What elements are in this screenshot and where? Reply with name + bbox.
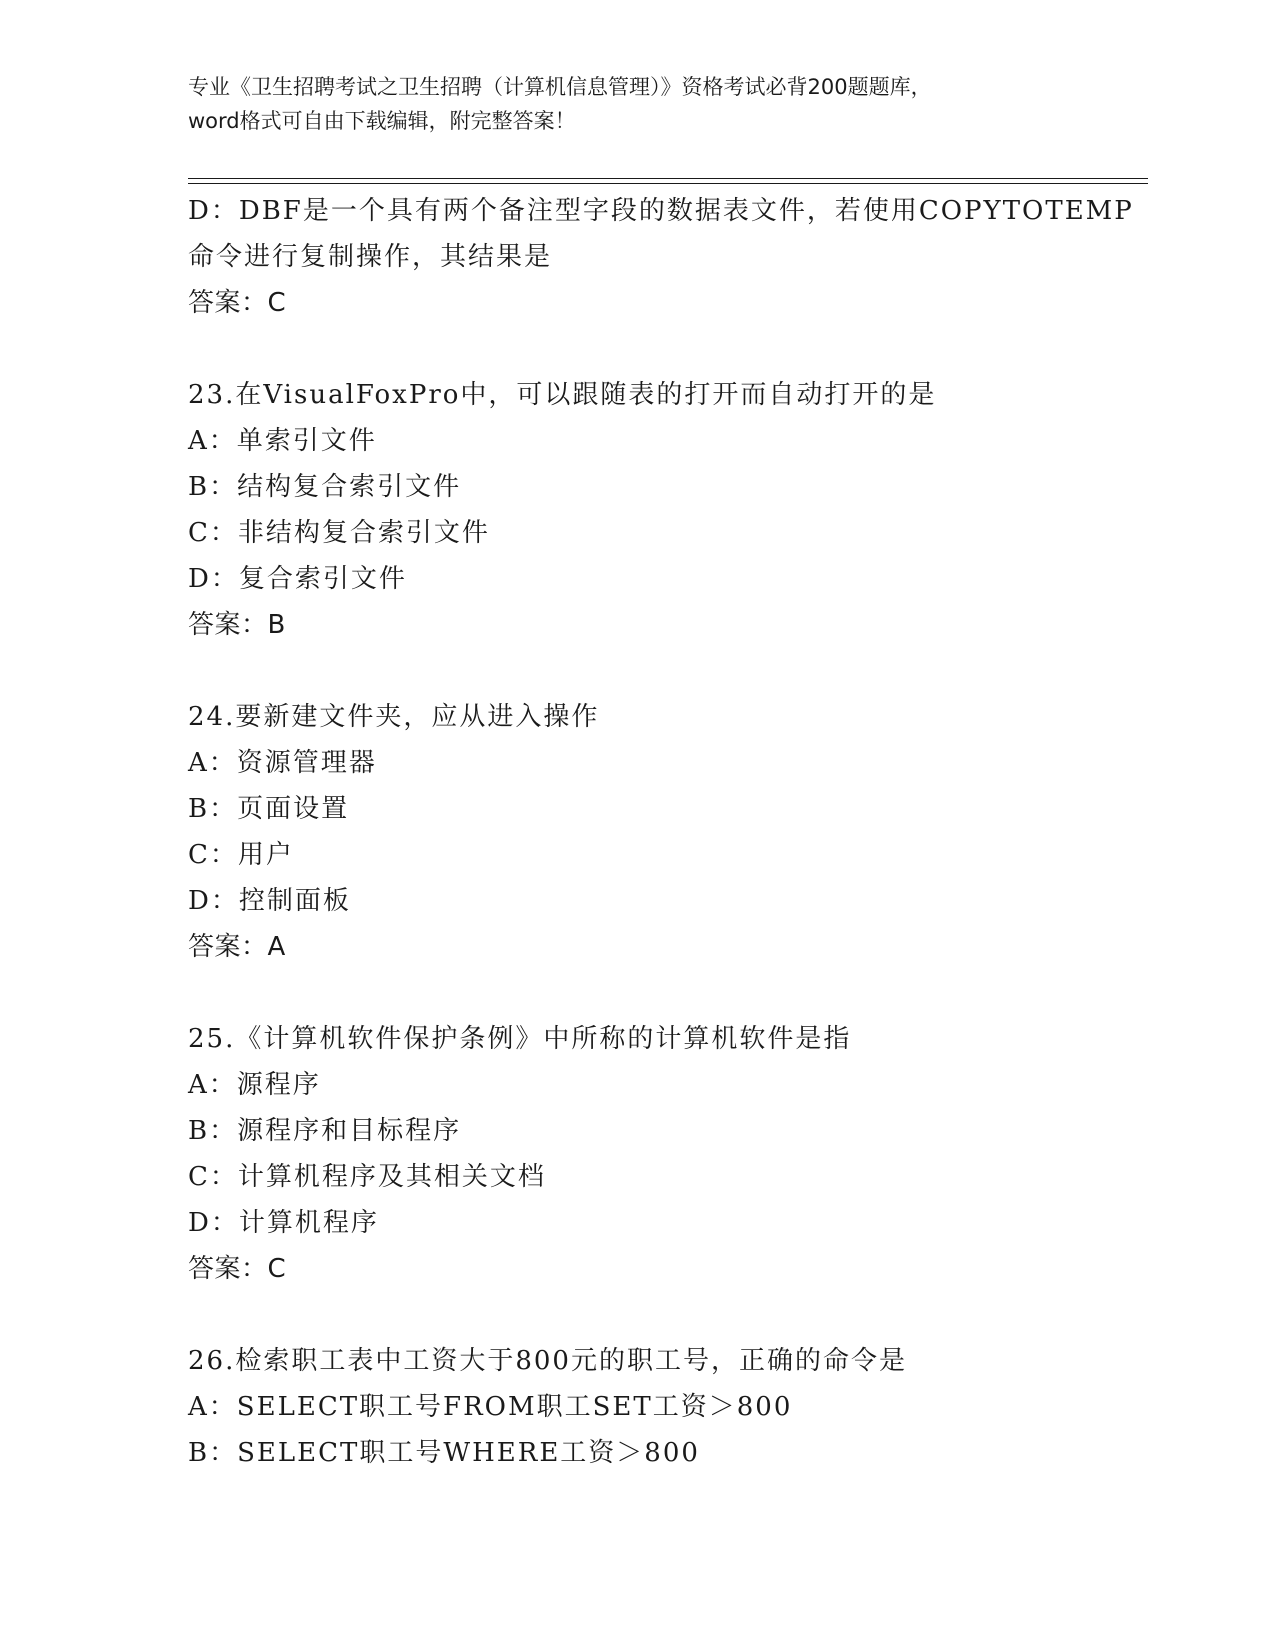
spacer: [188, 1292, 1148, 1338]
option-d: D：DBF是一个具有两个备注型字段的数据表文件，若使用COPYTOTEMP: [188, 196, 1134, 226]
question-block-25: [188, 1016, 1148, 1292]
spacer: [188, 648, 1148, 694]
option-c: C：非结构复合索引文件: [188, 518, 490, 548]
option-b: B：源程序和目标程序: [188, 1116, 462, 1146]
question-block-23: [188, 372, 1148, 648]
answer-line: 答案：C: [188, 1254, 287, 1284]
option-d: D：计算机程序: [188, 1208, 379, 1238]
question-block-22: [188, 188, 1148, 326]
option-c: C：计算机程序及其相关文档: [188, 1162, 546, 1192]
header-divider-top: [188, 178, 1148, 179]
option-b: B：结构复合索引文件: [188, 472, 462, 502]
answer-line: 答案：A: [188, 932, 286, 962]
answer-line: 答案：B: [188, 610, 286, 640]
answer-line: 答案：C: [188, 288, 287, 318]
spacer: [188, 970, 1148, 1016]
document-header: [188, 70, 1088, 138]
option-d: D：控制面板: [188, 886, 351, 916]
question-stem: 25.《计算机软件保护条例》中所称的计算机软件是指: [188, 1024, 852, 1054]
option-a: A：单索引文件: [188, 426, 377, 456]
option-a: A：SELECT职工号FROM职工SET工资＞800: [188, 1392, 793, 1422]
header-line-2: word格式可自由下载编辑，附完整答案！: [188, 109, 576, 133]
option-a: A：源程序: [188, 1070, 321, 1100]
option-d-continued: 命令进行复制操作，其结果是: [188, 242, 553, 272]
question-block-26: [188, 1338, 1148, 1476]
question-list: [188, 188, 1148, 1476]
option-d: D：复合索引文件: [188, 564, 407, 594]
question-stem: 26.检索职工表中工资大于800元的职工号，正确的命令是: [188, 1346, 907, 1376]
header-line-1: 专业《卫生招聘考试之卫生招聘（计算机信息管理）》资格考试必背200题题库，: [188, 75, 932, 99]
header-divider-bottom: [188, 183, 1148, 184]
option-c: C：用户: [188, 840, 294, 870]
question-block-24: [188, 694, 1148, 970]
option-b: B：页面设置: [188, 794, 350, 824]
question-stem: 23.在VisualFoxPro中，可以跟随表的打开而自动打开的是: [188, 380, 937, 410]
option-a: A：资源管理器: [188, 748, 377, 778]
option-b: B：SELECT职工号WHERE工资＞800: [188, 1438, 700, 1468]
spacer: [188, 326, 1148, 372]
question-stem: 24.要新建文件夹，应从进入操作: [188, 702, 600, 732]
